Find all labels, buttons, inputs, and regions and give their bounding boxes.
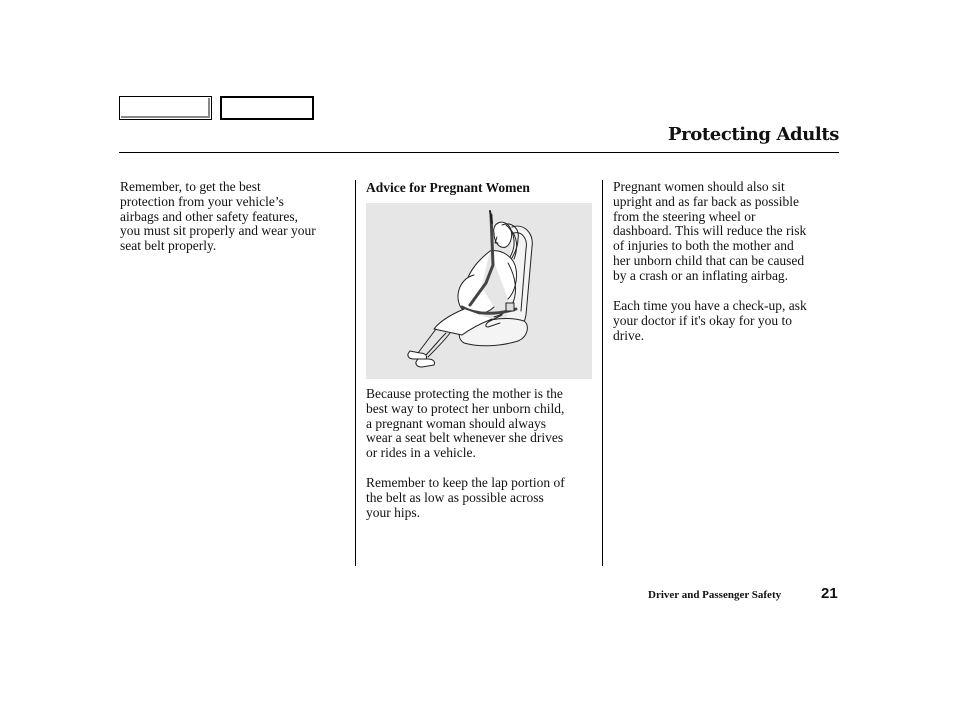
pregnant-woman-seatbelt-illustration	[366, 203, 592, 379]
header-rule	[119, 152, 839, 153]
nav-button-index[interactable]	[220, 96, 314, 120]
section-heading: Advice for Pregnant Women	[366, 180, 530, 195]
footer-section-name: Driver and Passenger Safety	[648, 589, 782, 601]
column-divider	[602, 180, 603, 566]
column1-paragraph: Remember, to get the best protection from your vehicle’s airbags and other safety features, you must sit properly and wear your seat belt properly.	[120, 179, 316, 254]
nav-button-contents[interactable]	[119, 96, 212, 120]
page-title: Protecting Adults	[668, 124, 839, 145]
column3-paragraph-2: Each time you have a check-up, ask your doctor if it's okay for you to drive.	[613, 298, 807, 343]
column2-paragraph-2: Remember to keep the lap portion of the belt as low as possible across your hips.	[366, 475, 565, 520]
column-divider	[355, 180, 356, 566]
column2-paragraph-1: Because protecting the mother is the best way to protect her unborn child, a pregnant woman should always wear a seat belt whenever she drives or rides in a vehicle.	[366, 386, 565, 461]
column3-paragraph-1: Pregnant women should also sit upright and as far back as possible from the steering wheel or dashboard. This will reduce the risk of injuries to both the mother and her unborn child that can be caused by a crash or an inflating airbag.	[613, 179, 807, 283]
page-number: 21	[821, 585, 838, 602]
